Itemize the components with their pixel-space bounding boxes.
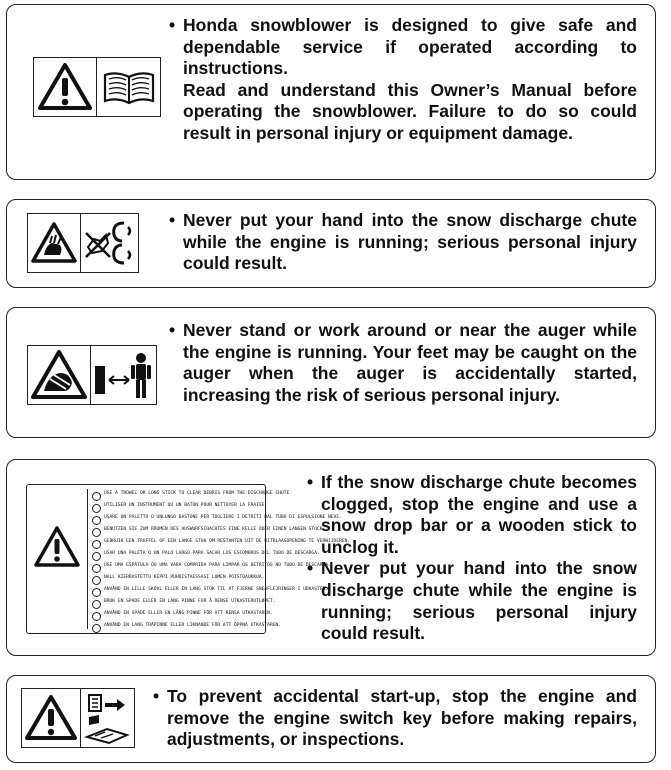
label-line: UTILISER UN INSTRUMENT OU UN BATON POUR NETTOYER LA FRAISE. [92,503,259,516]
warning-label-auger [27,345,157,405]
warning-paragraph: • Never stand or work around or near the auger while the engine is running. Your feet may be caught on the auger when the auger is accidentally started, increasing the risk of serious personal injury. [183,320,637,406]
label-text-lines [87,489,351,629]
open-book-icon [101,67,157,107]
auger-hazard-triangle-icon [30,349,88,401]
label-line: USE UMA ESPÁTULA OU UMA VARA COMPRIDA PARA LIMPAR OS DETRITOS NO TUBO DE DESCARGA. [92,563,259,576]
label-line: NALL KIERRASTETTU KEPPI PUHDISTAESSASI LUMEN POISTOAUKKOA. [92,575,259,588]
warning-triangle-icon [33,525,81,569]
warning-text-engine-key [167,686,637,751]
warning-text-discharge-chute [183,210,637,275]
warning-text-auger [183,320,637,406]
hand-hazard-triangle-icon [30,221,78,265]
warning-triangle-icon [37,62,93,112]
label-line: ANVÄND EN LILLE SKOVL ELLER EN LANG STOK TIL AT FJERNE SNEAFLEJRINGER I UDKASTER. [92,587,259,600]
warning-bullet: • If the snow discharge chute becomes clogged, stop the engine and use a snow drop bar or a wooden stick to unclog it. [321,472,637,558]
warning-label-hand-chute [27,213,139,273]
label-line: USE A TROWEL OR LONG STICK TO CLEAR DEBRIS FROM THE DISCHARGE CHUTE [92,491,259,504]
warning-label-read-manual [33,57,161,117]
warning-text-clogged-chute [321,472,637,645]
no-hand-chute-icon [82,217,138,269]
warning-text-read-manual [183,15,637,145]
remove-key-manual-icon [83,691,133,745]
warning-triangle-icon [24,694,78,742]
multilingual-chute-label [26,484,351,634]
label-line: BENUTZEN SIE ZUM RÄUMEN DES AUSWURFSCHACHTES EINE KELLE ODER EINEN LANGEN STOCK. [92,527,259,540]
warning-panel-read-manual [6,4,656,180]
warning-panel-discharge-chute [6,199,656,288]
label-line: ANVÄND EN SPADE ELLER EN LÅNG PINNE FÖR ATT RENSA UTKASTAREN. [92,611,259,624]
label-line: BRUK EN SPADE ELLER EN LANG PINNE FOR Å RENSE UTKASTERUTLØPET. [92,599,259,612]
keep-distance-person-icon [93,350,155,400]
label-line: USARE UN PALETTO O UNLUNGO BASTONE PER TOGLIERE I DETRITI DAL TUBO DI ESPULSIONE NEVE. [92,515,259,528]
warning-panel-auger [6,307,656,438]
warning-paragraph: • Honda snowblower is designed to give safe and dependable service if operated according to instructions. [183,15,637,80]
warning-panel-engine-key [6,675,656,763]
warning-paragraph: Read and understand this Owner’s Manual before operating the snowblower. Failure to do so could result in personal injury or equipment damage. [183,79,637,143]
warning-bullet: • Never put your hand into the snow discharge chute while the engine is running; serious personal injury could result. [321,558,637,644]
label-line: GEBRUIK EEN TROFFEL OF EEN LANGE STOK OM RESTANTEN UIT DE UITBLAASOPENING TE VERWIJDEREN. [92,539,259,552]
label-line: ANVÄND EN LANG TRÄPINNE ELLER LIKNANDE FÖR ATT ÖPPNA UTKASTAREN. [92,623,259,636]
warning-paragraph: • Never put your hand into the snow discharge chute while the engine is running; serious personal injury could result. [183,210,637,275]
label-line: USAR UNA PALETA O UN PALO LARGO PARA SACAR LOS ESCOMBROS DEL TUBO DE DESCARGA. [92,551,259,564]
warning-label-engine-key [21,688,135,748]
warning-paragraph: • To prevent accidental start-up, stop the engine and remove the engine switch key before making repairs, adjustments, or inspections. [167,686,637,751]
